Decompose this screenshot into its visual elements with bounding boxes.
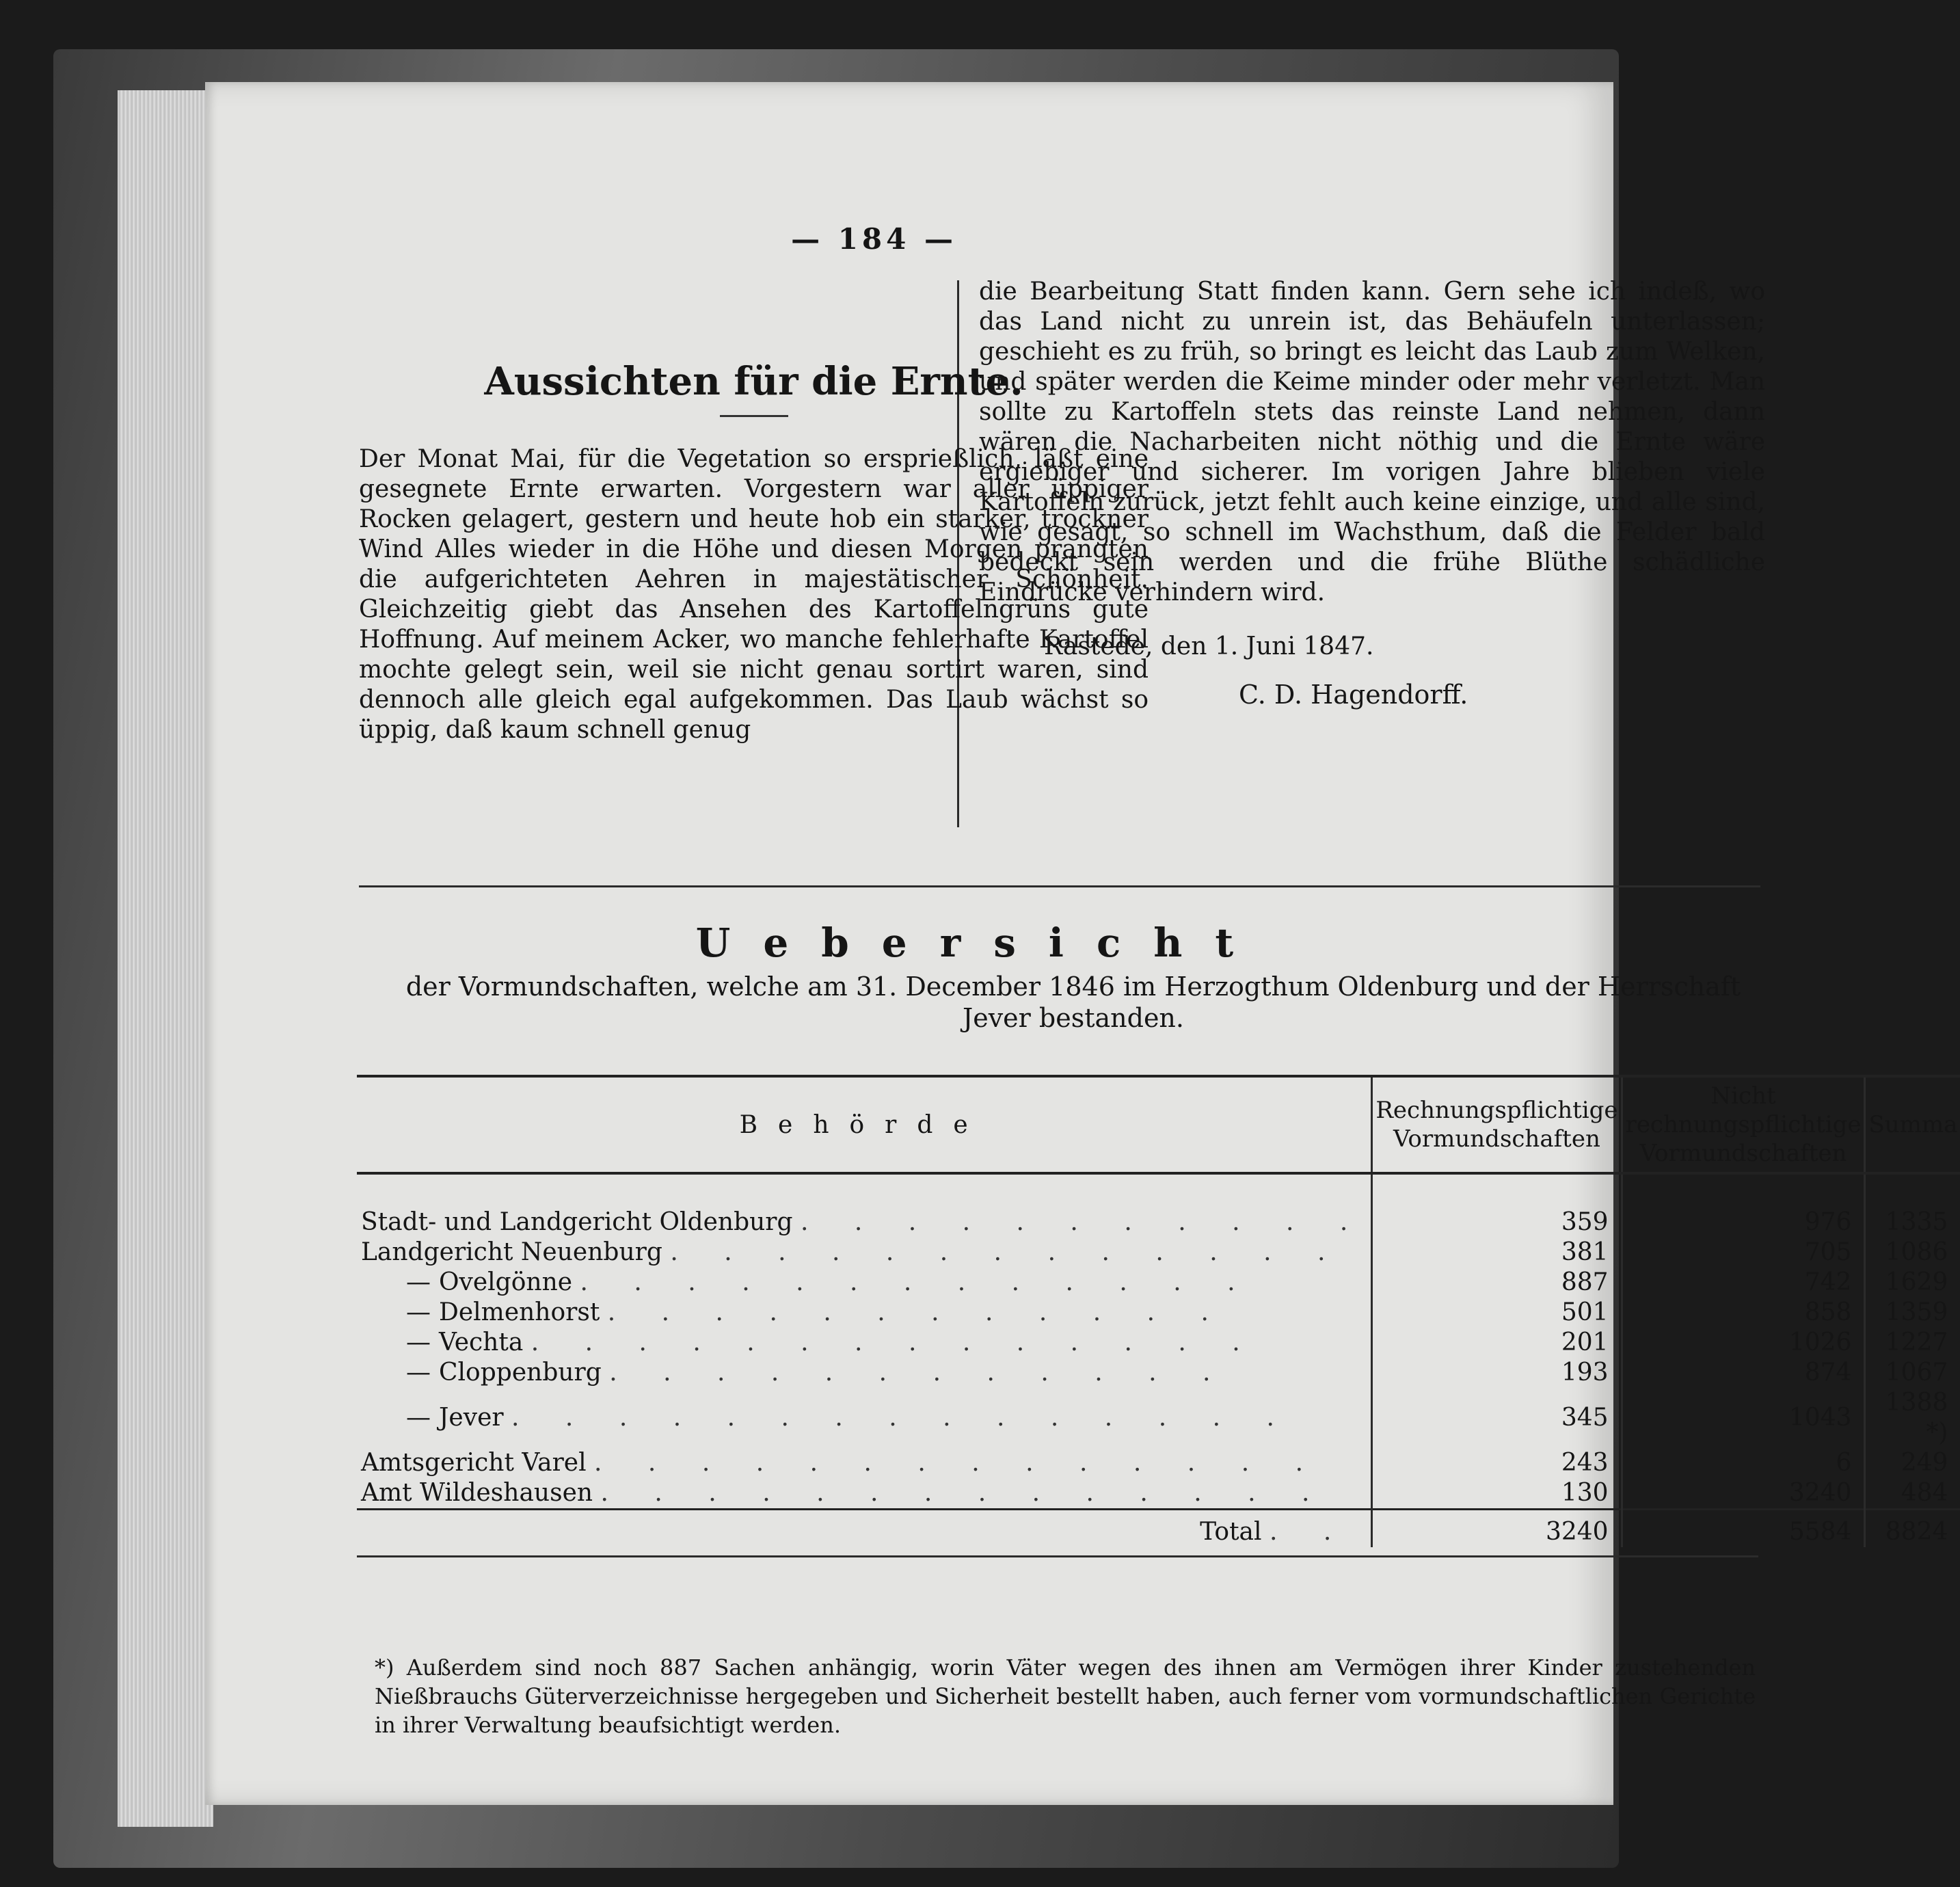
cell-sum: 1335 xyxy=(1865,1173,1960,1237)
article-signature: C. D. Hagendorff. xyxy=(1239,680,1468,710)
table-row xyxy=(357,1388,1960,1448)
article-right-text: die Bearbeitung Statt finden kann. Gern sehe ich indeß, wo das Land nicht zu unrein ist, das Behäufeln unterlassen; geschieht es zu früh, so bringt es leicht das Laub zum Welken, und später werden die Keime minder oder mehr verletzt. Man sollte zu Kartoffeln stets das reinste Land nehmen, dann wären die Nacharbeiten nicht nöthig und die Ernte wäre ergiebiger und sicherer. Im vorigen Jahre blieben viele Kartoffeln zurück, jetzt fehlt auch keine einzige, und alle sind, wie gesagt, so schnell im Wachsthum, daß die Felder bald bedeckt sein werden und die frühe Blüthe schädliche Eindrücke verhindern wird. xyxy=(979,278,1765,606)
title-rule xyxy=(720,415,788,417)
cell-non-accountable: 874 xyxy=(1622,1358,1865,1388)
cell-sum: 1227 xyxy=(1865,1328,1960,1358)
row-name: Ovelgönne xyxy=(439,1268,573,1296)
table-row xyxy=(357,1328,1960,1358)
total-non-accountable: 5584 xyxy=(1622,1510,1865,1548)
cell-sum: 1067 xyxy=(1865,1358,1960,1388)
cell-accountable: 887 xyxy=(1372,1268,1622,1298)
ditto-dash: — xyxy=(406,1268,431,1296)
row-name: Stadt- und Landgericht Oldenburg xyxy=(361,1208,793,1236)
section-divider xyxy=(359,885,1760,887)
cell-sum: 1388 *) xyxy=(1865,1388,1960,1448)
cell-accountable: 201 xyxy=(1372,1328,1622,1358)
header-non-accountable: Nicht rechnungspflichtige Vormundschaften xyxy=(1622,1076,1865,1173)
cell-accountable: 501 xyxy=(1372,1298,1622,1328)
leader-dots: . . . . . . . . . . . . . . xyxy=(594,1449,1323,1477)
cell-sum: 1359 xyxy=(1865,1298,1960,1328)
table-bottom-rule xyxy=(357,1555,1758,1557)
ditto-dash: — xyxy=(406,1328,431,1356)
row-name: Amtsgericht Varel xyxy=(361,1449,587,1477)
row-name: Jever xyxy=(439,1404,504,1432)
table-row xyxy=(357,1478,1960,1510)
ditto-dash: — xyxy=(406,1359,431,1387)
cell-accountable: 345 xyxy=(1372,1388,1622,1448)
leader-dots: . . . . . . . . . . . xyxy=(801,1208,1367,1236)
row-name: Amt Wildeshausen xyxy=(361,1479,593,1507)
cell-accountable: 130 xyxy=(1372,1478,1622,1510)
cell-accountable: 359 xyxy=(1372,1173,1622,1237)
total-accountable: 3240 xyxy=(1372,1510,1622,1548)
overview-subtitle: der Vormundschaften, welche am 31. December 1846 im Herzogthum Oldenburg und der Herrschaft Jever bestanden. xyxy=(405,972,1741,1033)
header-authority: Behörde xyxy=(739,1110,989,1139)
table-row xyxy=(357,1448,1960,1478)
cell-accountable: 381 xyxy=(1372,1237,1622,1268)
leader-dots: . . . . . . . . . . . . . . xyxy=(600,1479,1329,1507)
row-name: Cloppenburg xyxy=(439,1359,602,1387)
leader-dots: . . . . . . . . . . . . . xyxy=(580,1268,1254,1296)
table-header-row xyxy=(357,1076,1960,1173)
total-sum: 8824 xyxy=(1865,1510,1960,1548)
leader-dots: . . . . . . . . . . . . xyxy=(607,1298,1228,1326)
row-name: Delmenhorst xyxy=(439,1298,600,1326)
guardianship-table xyxy=(357,1075,1958,1557)
leader-dots: . . . . . . . . . . . . . xyxy=(670,1238,1345,1266)
cell-non-accountable: 1026 xyxy=(1622,1328,1865,1358)
leader-dots: . . . . . . . . . . . . . . xyxy=(531,1328,1259,1356)
header-sum: Summa xyxy=(1865,1076,1960,1173)
cell-non-accountable: 976 xyxy=(1622,1173,1865,1237)
cell-non-accountable: 1043 xyxy=(1622,1388,1865,1448)
table-row xyxy=(357,1237,1960,1268)
ditto-dash: — xyxy=(406,1404,431,1432)
cell-non-accountable: 3240 xyxy=(1622,1478,1865,1510)
article-title: Aussichten für die Ernte. xyxy=(484,359,1023,404)
header-accountable: Rechnungspflichtige Vormundschaften xyxy=(1372,1076,1622,1173)
table-row xyxy=(357,1298,1960,1328)
article-dateline: Rastede, den 1. Juni 1847. xyxy=(1044,632,1374,660)
cell-sum: 484 xyxy=(1865,1478,1960,1510)
cell-non-accountable: 742 xyxy=(1622,1268,1865,1298)
page-edges xyxy=(118,90,213,1827)
row-name: Vechta xyxy=(439,1328,524,1356)
row-name: Landgericht Neuenburg xyxy=(361,1238,662,1266)
table-row xyxy=(357,1173,1960,1237)
cell-sum: 1629 xyxy=(1865,1268,1960,1298)
total-label: Total xyxy=(1200,1518,1262,1546)
page-number: — 184 — xyxy=(791,222,957,256)
cell-non-accountable: 6 xyxy=(1622,1448,1865,1478)
table-row xyxy=(357,1358,1960,1388)
cell-non-accountable: 858 xyxy=(1622,1298,1865,1328)
table-row xyxy=(357,1268,1960,1298)
article-left-text: Der Monat Mai, für die Vegetation so ersprießlich, läßt eine gesegnete Ernte erwarten. Vorgestern war aller üppiger Rocken gelagert, gestern und heute hob ein starker, trockner Wind Alles wieder in die Höhe und diesen Morgen prangten die aufgerichteten Aehren in majestätischer Schönheit. Gleichzeitig giebt das Ansehen des Kartoffelngrüns gute Hoffnung. Auf meinem Acker, wo manche fehlerhafte Kartoffel mochte gelegt sein, weil sie nicht genau sortirt waren, sind dennoch alle gleich egal aufgekommen. Das Laub wächst so üppig, daß kaum schnell genug xyxy=(359,445,1149,744)
book-page xyxy=(205,82,1958,1805)
cell-accountable: 193 xyxy=(1372,1358,1622,1388)
cell-sum: 249 xyxy=(1865,1448,1960,1478)
leader-dots: . . . . . . . . . . . . xyxy=(609,1359,1230,1387)
table-total-row xyxy=(357,1510,1960,1548)
overview-title: Uebersicht xyxy=(695,920,1267,966)
cell-non-accountable: 705 xyxy=(1622,1237,1865,1268)
cell-accountable: 243 xyxy=(1372,1448,1622,1478)
article-right-column xyxy=(979,277,1765,710)
footnote: *) Außerdem sind noch 887 Sachen anhängig, worin Väter wegen des ihnen am Vermögen ihrer Kinder zustehenden Nießbrauchs Güterverzeichnisse hergegeben und Sicherheit bestellt haben, auch ferner vom vormundschaftlichen Gerichte in ihrer Verwaltung beaufsichtigt werden. xyxy=(375,1655,1756,1738)
ditto-dash: — xyxy=(406,1298,431,1326)
leader-dots: . . . . . . . . . . . . . . . xyxy=(511,1404,1293,1432)
cell-sum: 1086 xyxy=(1865,1237,1960,1268)
leader-dots: . . xyxy=(1269,1518,1351,1546)
